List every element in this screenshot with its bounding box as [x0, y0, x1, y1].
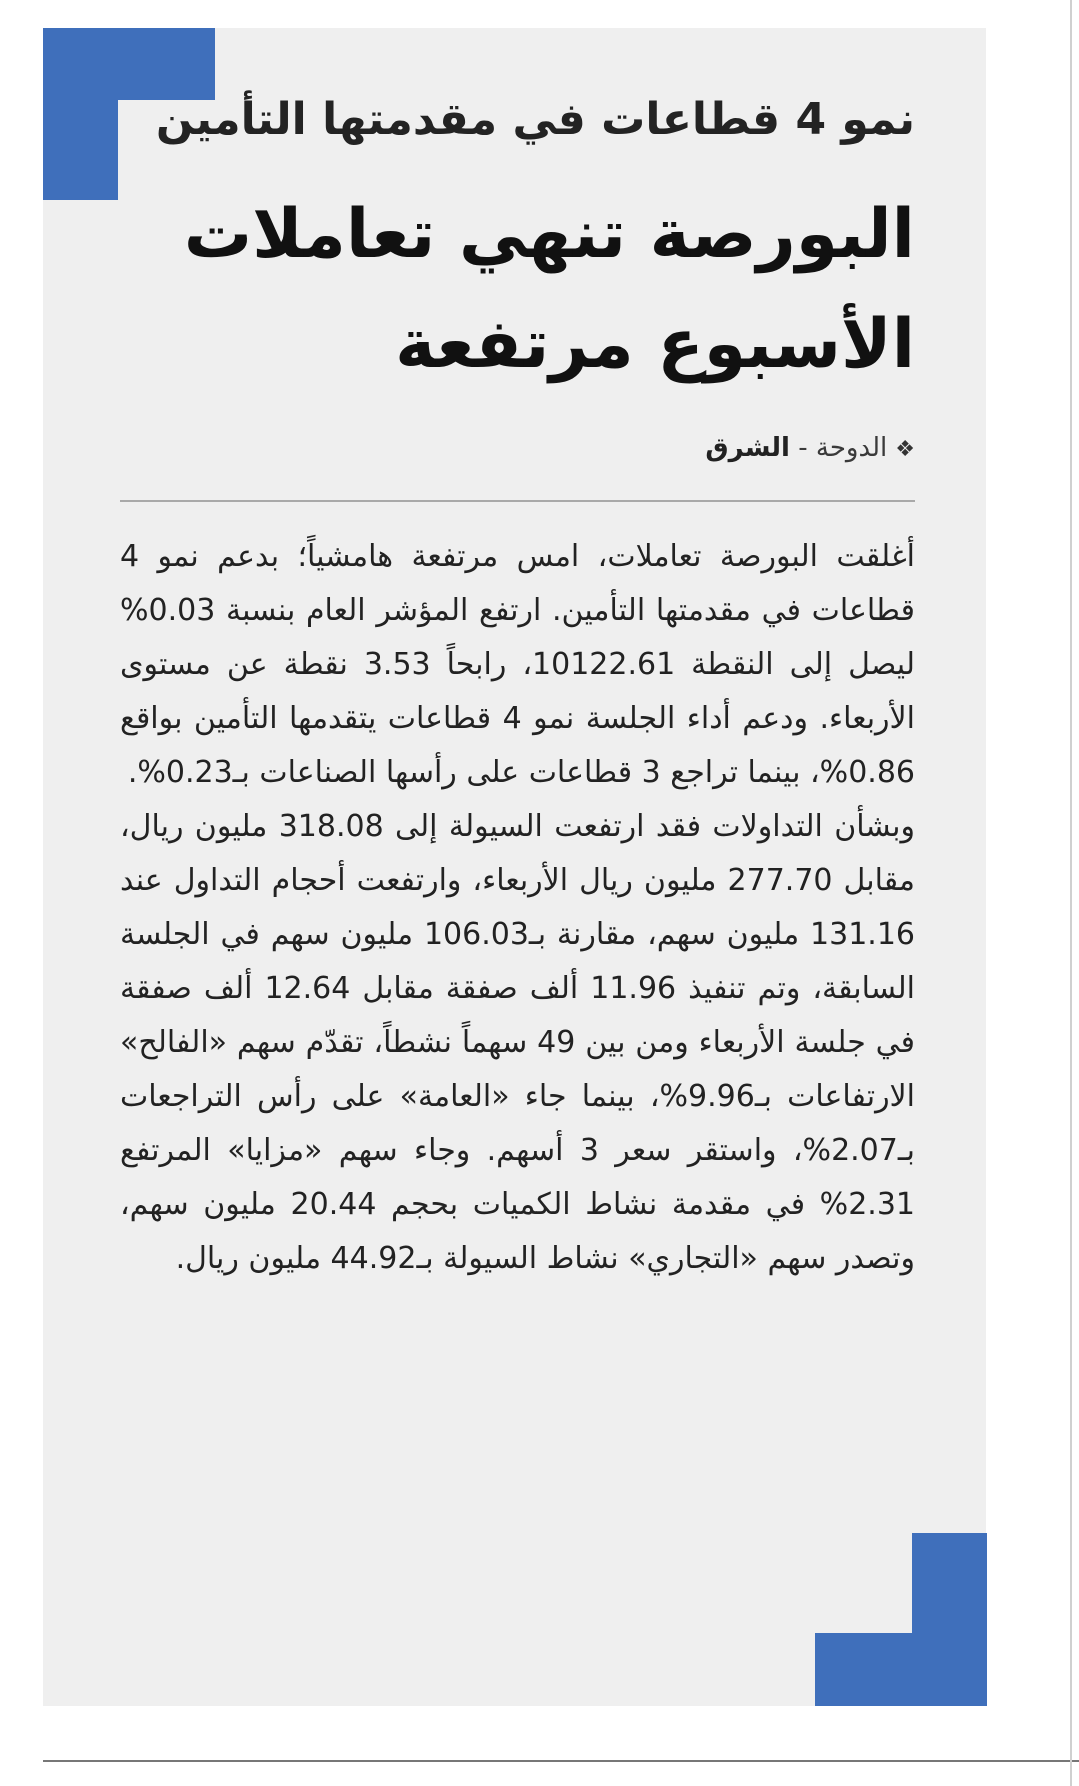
article-content	[120, 80, 915, 1286]
headline-line-2: الأسبوع مرتفعة	[395, 305, 915, 384]
byline-place: الدوحة -	[789, 433, 888, 463]
article-byline	[120, 428, 915, 470]
article-kicker: نمو 4 قطاعات في مقدمتها التأمين	[155, 94, 915, 145]
byline-source: الشرق	[705, 433, 790, 463]
diamond-bullet-icon: ❖	[895, 437, 915, 462]
body-paragraph-2: وبشأن التداولات فقد ارتفعت السيولة إلى 318.08 مليون ريال، مقابل 277.70 مليون ريال الأربعاء، وارتفعت أحجام التداول عند 131.16 مليون سهم، مقارنة بـ106.03 مليون سهم في الجلسة السابقة، وتم تنفيذ 11.96 ألف صفقة مقابل 12.64 ألف صفقة في جلسة الأربعاء ومن بين 49 سهماً نشطاً، تقدّم سهم «الفالح» الارتفاعات بـ9.96%، بينما جاء «العامة» على رأس التراجعات بـ2.07%، واستقر سعر 3 أسهم. وجاء سهم «مزايا» المرتفع 2.31% في مقدمة نشاط الكميات بحجم 20.44 مليون سهم، وتصدر سهم «التجاري» نشاط السيولة بـ44.92 مليون ريال.	[120, 809, 916, 1276]
body-paragraph-1: أغلقت البورصة تعاملات، امس مرتفعة هامشياً؛ بدعم نمو 4 قطاعات في مقدمتها التأمين. ارتفع المؤشر العام بنسبة 0.03% ليصل إلى النقطة 10122.61، رابحاً 3.53 نقطة عن مستوى الأربعاء. ودعم أداء الجلسة نمو 4 قطاعات يتقدمها التأمين بواقع 0.86%، بينما تراجع 3 قطاعات على رأسها الصناعات بـ0.23%.	[120, 539, 915, 790]
page-right-edge	[1070, 0, 1072, 1786]
article-headline	[120, 180, 915, 400]
page-bottom-rule	[43, 1760, 1079, 1762]
byline-divider	[120, 500, 915, 502]
bottom-right-corner-accent-vertical	[912, 1533, 987, 1706]
headline-line-1: البورصة تنهي تعاملات	[183, 195, 915, 274]
top-left-corner-accent-vertical	[43, 28, 118, 200]
article-body	[120, 530, 915, 1286]
